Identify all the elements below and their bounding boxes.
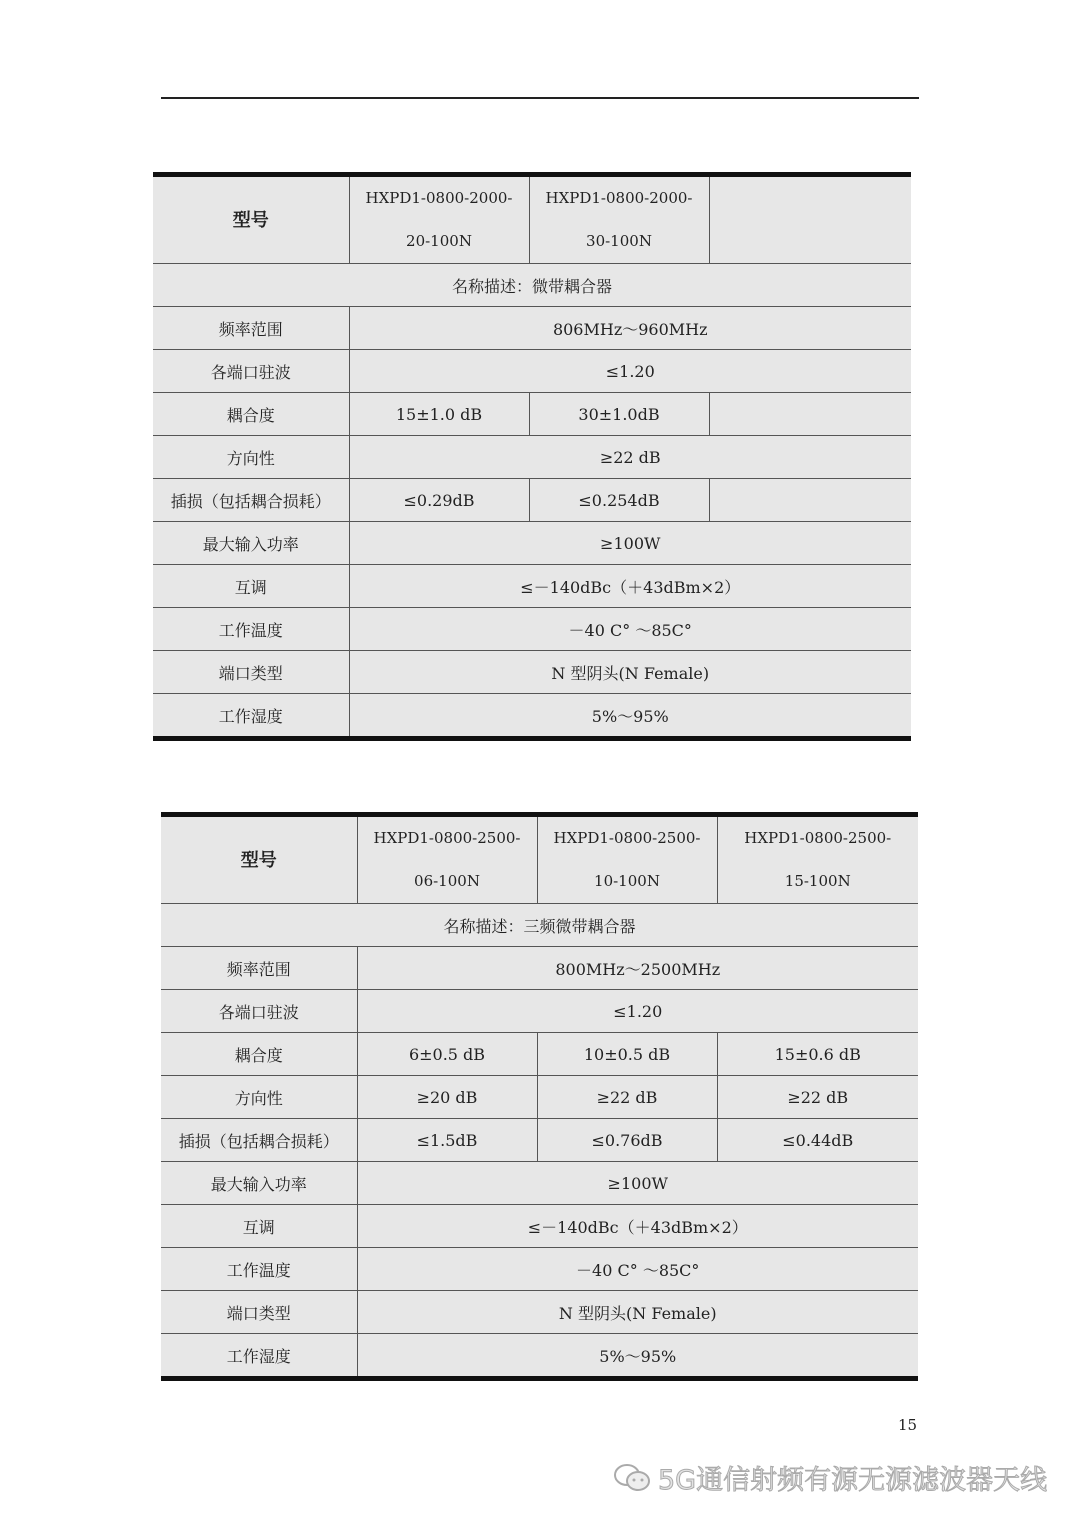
row-value: －40 C° ～85C° bbox=[349, 608, 911, 651]
row-label: 端口类型 bbox=[161, 1291, 357, 1334]
table-row bbox=[153, 307, 911, 350]
model-line: 20-100N bbox=[406, 232, 472, 250]
row-value: 10±0.5 dB bbox=[537, 1033, 717, 1076]
row-value: ≥22 dB bbox=[717, 1076, 918, 1119]
model-cell bbox=[349, 175, 529, 264]
model-line: 30-100N bbox=[586, 232, 652, 250]
table-row bbox=[161, 1162, 918, 1205]
row-label: 插损（包括耦合损耗） bbox=[161, 1119, 357, 1162]
table-row bbox=[153, 522, 911, 565]
model-cell bbox=[357, 815, 537, 904]
spec-table-microstrip-coupler bbox=[153, 172, 911, 741]
row-label: 工作温度 bbox=[153, 608, 349, 651]
row-value: ≥22 dB bbox=[349, 436, 911, 479]
model-line: 10-100N bbox=[594, 872, 660, 890]
model-line: HXPD1-0800-2500- bbox=[373, 829, 521, 847]
model-cell bbox=[537, 815, 717, 904]
table-row bbox=[161, 1119, 918, 1162]
table-row bbox=[153, 479, 911, 522]
row-label: 工作湿度 bbox=[153, 694, 349, 739]
model-label: 型号 bbox=[153, 175, 349, 264]
row-label: 耦合度 bbox=[161, 1033, 357, 1076]
row-label: 互调 bbox=[161, 1205, 357, 1248]
row-value: N 型阴头(N Female) bbox=[357, 1291, 918, 1334]
row-value bbox=[709, 393, 911, 436]
row-label: 互调 bbox=[153, 565, 349, 608]
table-row bbox=[153, 350, 911, 393]
model-cell bbox=[709, 175, 911, 264]
row-label: 方向性 bbox=[153, 436, 349, 479]
model-line: 15-100N bbox=[784, 872, 851, 890]
row-label: 耦合度 bbox=[153, 393, 349, 436]
row-value: 30±1.0dB bbox=[529, 393, 709, 436]
row-value: 5%～95% bbox=[349, 694, 911, 739]
model-line: HXPD1-0800-2500- bbox=[553, 829, 701, 847]
row-value: ≤0.44dB bbox=[717, 1119, 918, 1162]
row-value: 15±1.0 dB bbox=[349, 393, 529, 436]
wechat-icon bbox=[612, 1462, 652, 1494]
table-row bbox=[153, 651, 911, 694]
model-cell bbox=[529, 175, 709, 264]
watermark-text: 5G通信射频有源无源滤波器天线 bbox=[658, 1465, 1048, 1496]
row-label: 频率范围 bbox=[153, 307, 349, 350]
page-number: 15 bbox=[898, 1416, 918, 1434]
table-row bbox=[161, 1291, 918, 1334]
model-line bbox=[710, 177, 912, 220]
model-label: 型号 bbox=[161, 815, 357, 904]
row-value: ≥100W bbox=[357, 1162, 918, 1205]
row-label: 各端口驻波 bbox=[161, 990, 357, 1033]
header-row bbox=[153, 175, 911, 264]
description: 名称描述：微带耦合器 bbox=[153, 264, 911, 307]
table-row bbox=[153, 694, 911, 739]
row-value: ≤0.254dB bbox=[529, 479, 709, 522]
row-label: 插损（包括耦合损耗） bbox=[153, 479, 349, 522]
row-label: 端口类型 bbox=[153, 651, 349, 694]
row-value: ≤－140dBc（＋43dBm×2） bbox=[349, 565, 911, 608]
model-line: HXPD1-0800-2000- bbox=[365, 189, 513, 207]
row-label: 方向性 bbox=[161, 1076, 357, 1119]
row-value: 15±0.6 dB bbox=[717, 1033, 918, 1076]
row-value: ≤1.5dB bbox=[357, 1119, 537, 1162]
table-row bbox=[161, 1334, 918, 1379]
table-row bbox=[161, 1205, 918, 1248]
row-value: ≥100W bbox=[349, 522, 911, 565]
row-value: 6±0.5 dB bbox=[357, 1033, 537, 1076]
table-row bbox=[153, 565, 911, 608]
model-line: HXPD1-0800-2500- bbox=[744, 829, 892, 847]
row-value bbox=[709, 479, 911, 522]
row-value: ≥20 dB bbox=[357, 1076, 537, 1119]
row-label: 最大输入功率 bbox=[153, 522, 349, 565]
watermark bbox=[612, 1458, 1047, 1497]
model-cell bbox=[717, 815, 918, 904]
table-row bbox=[161, 947, 918, 990]
table-row bbox=[153, 436, 911, 479]
row-value: 5%～95% bbox=[357, 1334, 918, 1379]
description-row bbox=[161, 904, 918, 947]
model-line: 06-100N bbox=[414, 872, 480, 890]
row-value: 806MHz～960MHz bbox=[349, 307, 911, 350]
row-value: －40 C° ～85C° bbox=[357, 1248, 918, 1291]
model-line: HXPD1-0800-2000- bbox=[545, 189, 693, 207]
row-label: 频率范围 bbox=[161, 947, 357, 990]
description-row bbox=[153, 264, 911, 307]
spec-table-triband-coupler bbox=[161, 812, 918, 1381]
row-value: ≤－140dBc（＋43dBm×2） bbox=[357, 1205, 918, 1248]
row-value: 800MHz～2500MHz bbox=[357, 947, 918, 990]
table-row bbox=[153, 608, 911, 651]
row-value: ≤1.20 bbox=[357, 990, 918, 1033]
row-label: 最大输入功率 bbox=[161, 1162, 357, 1205]
header-rule bbox=[161, 97, 919, 99]
row-value: ≤1.20 bbox=[349, 350, 911, 393]
row-label: 工作温度 bbox=[161, 1248, 357, 1291]
row-label: 各端口驻波 bbox=[153, 350, 349, 393]
header-row bbox=[161, 815, 918, 904]
row-value: ≤0.76dB bbox=[537, 1119, 717, 1162]
table-row bbox=[153, 393, 911, 436]
row-value: ≥22 dB bbox=[537, 1076, 717, 1119]
table-row bbox=[161, 1033, 918, 1076]
table-row bbox=[161, 1248, 918, 1291]
row-label: 工作湿度 bbox=[161, 1334, 357, 1379]
row-value: ≤0.29dB bbox=[349, 479, 529, 522]
table-row bbox=[161, 1076, 918, 1119]
table-row bbox=[161, 990, 918, 1033]
description: 名称描述：三频微带耦合器 bbox=[161, 904, 918, 947]
model-line bbox=[710, 220, 912, 263]
row-value: N 型阴头(N Female) bbox=[349, 651, 911, 694]
